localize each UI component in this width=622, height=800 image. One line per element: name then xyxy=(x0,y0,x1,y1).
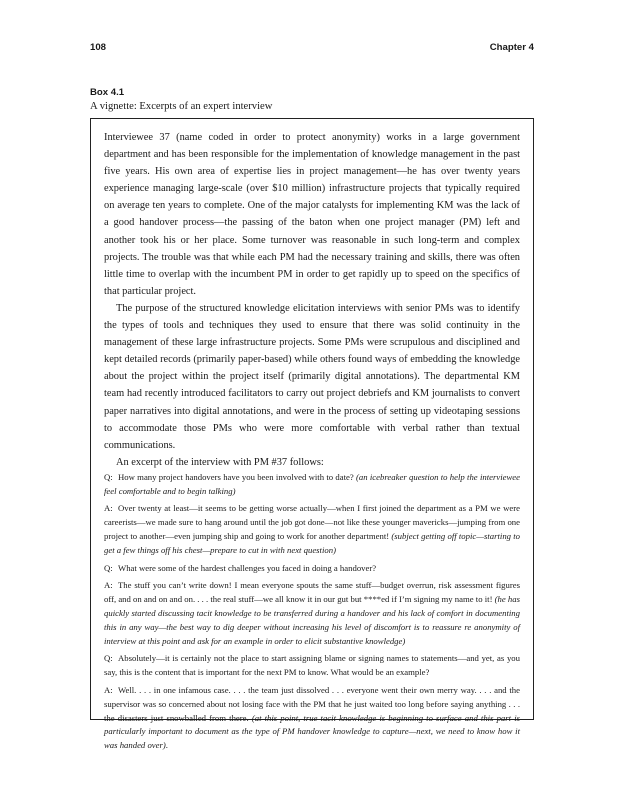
qa-tag: Q: xyxy=(104,653,113,664)
qa-tag: A: xyxy=(104,580,113,591)
qa-text: Absolutely—it is certainly not the place to start assigning blame or signing names to statements—and yet, as you say, this is the content that is important for the next PM to know. What would be an example? xyxy=(104,653,520,678)
qa-item xyxy=(104,562,520,576)
paragraph-excerpt-intro: An excerpt of the interview with PM #37 follows: xyxy=(116,456,324,468)
qa-note: (at this point, true tacit knowledge is beginning to surface and this part is particularly important to document as the type of PM handover knowledge to capture—next, we need to know how it was handed over) xyxy=(104,712,520,751)
box-title: A vignette: Excerpts of an expert interview xyxy=(90,101,273,112)
qa-text: How many project handovers have you been involved with to date? xyxy=(118,471,357,482)
qa-tail: . xyxy=(165,740,168,751)
qa-tag: A: xyxy=(104,503,113,514)
qa-item xyxy=(104,502,520,557)
qa-note: (an icebreaker question to help the interviewee feel comfortable and to begin talking) xyxy=(104,471,520,496)
chapter-label: Chapter 4 xyxy=(489,42,534,53)
qa-tag: Q: xyxy=(104,562,113,573)
page-number: 108 xyxy=(90,42,107,53)
qa-note: (subject getting off topic—starting to get a few things off his chest—prepare to cut in with next question) xyxy=(104,531,520,555)
qa-item xyxy=(104,579,520,648)
qa-text: Well. . . . in one infamous case. . . . the team just dissolved . . . everyone went their own merry way. . . . and the supervisor was so concerned about not losing face with the PM that he just waited too long before saying anything . . . the disasters just snowballed from there. xyxy=(104,685,520,723)
qa-tag: A: xyxy=(104,685,113,696)
box-label: Box 4.1 xyxy=(90,87,125,98)
qa-item xyxy=(104,684,520,753)
qa-text: The stuff you can’t write down! I mean everyone spouts the same stuff—budget overrun, risk assessment figures off, and on and on and on. . . . the real stuff—we all know it in our gut but ****ed if I’m signing my name to it! xyxy=(104,580,520,605)
qa-item xyxy=(104,471,520,499)
qa-item xyxy=(104,652,520,680)
qa-note: (he has quickly started discussing tacit knowledge to be transferred during a handover and his lack of comfort in documenting this in any way—the best way to dig deeper without increasing his level of discomfort is to reassure re anonymity of interview at this point and ask for an example in order to elicit substantive knowledge) xyxy=(104,594,521,646)
paragraph-intro: Interviewee 37 (name coded in order to protect anonymity) works in a large government department and has been responsible for the implementation of knowledge management in the past five years. His own area of expertise lies in project management—he has over twenty years experience managing large-scale (over $10 million) infrastructure projects that typically required on average ten years to complete. One of the major catalysts for implementing KM was the lack of a good handover process—the passing of the baton when one project manager (PM) left and another took his or her place. Some turnover was reasonable in such long-term and complex projects. The trouble was that while each PM had the necessary training and skills, there was often little time to overlap with the incumbent PM in order to get rapidly up to speed on the specifics of that particular project. xyxy=(104,132,520,297)
qa-text: What were some of the hardest challenges you faced in doing a handover? xyxy=(118,562,377,573)
paragraph-purpose: The purpose of the structured knowledge elicitation interviews with senior PMs was to identify the types of tools and techniques they used to ensure that there was solid continuity in the management of these large infrastructure projects. Some PMs were scrupulous and disciplined and kept detailed records (primarily paper-based) while others found ways of embedding the knowledge about the project within the project itself (primarily digital annotations). The departmental KM team had recently introduced facilitators to carry out project debriefs and KM journalists to convert paper narratives into digital annotations, and were in the process of setting up videotaping sessions to accommodate those PMs who were more comfortable with verbal rather than textual communications. xyxy=(104,302,520,451)
vignette-content xyxy=(104,129,520,757)
qa-tag: Q: xyxy=(104,471,113,482)
qa-text: Over twenty at least—it seems to be getting worse actually—when I first joined the department as a PM we were careerists—we made sure to hang around until the job got done—not like these younger mavericks—jumping from one project to another—even jumping ship and going to work for another department! xyxy=(104,503,520,542)
